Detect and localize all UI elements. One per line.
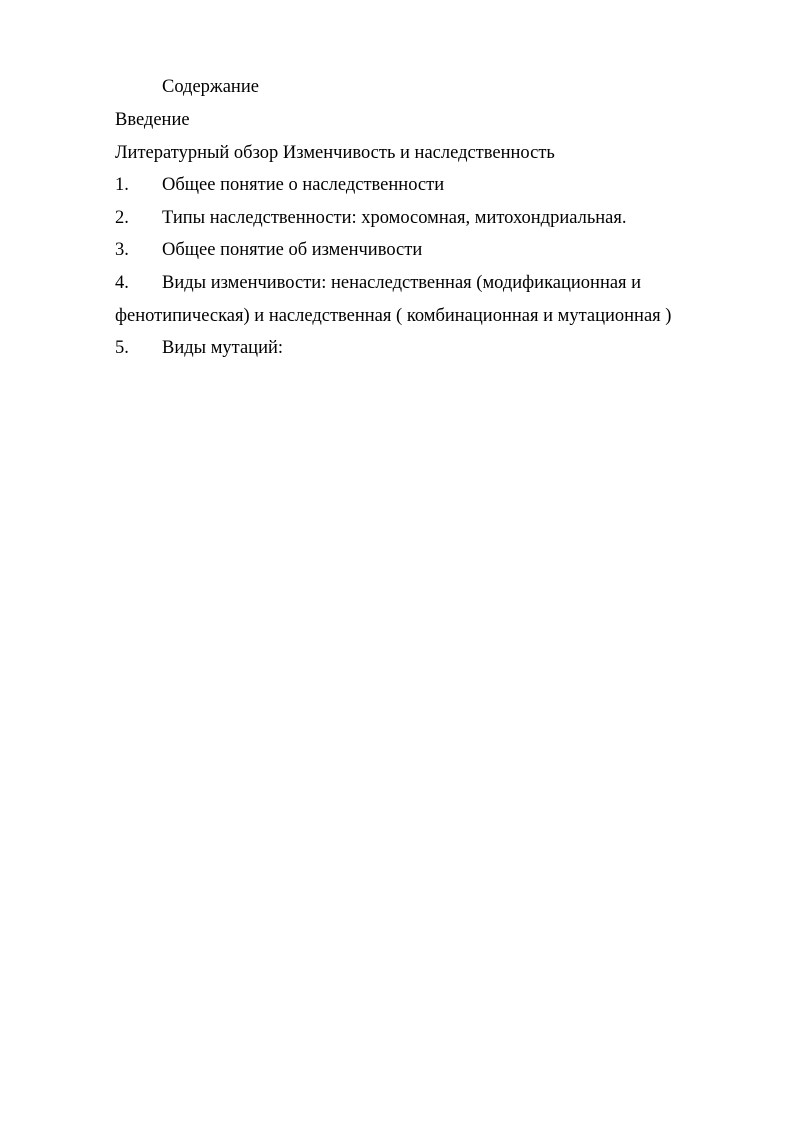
toc-item-continuation: фенотипическая) и наследственная ( комбинационная и мутационная ) xyxy=(115,306,672,326)
toc-item-number: 2. xyxy=(115,208,129,228)
toc-item xyxy=(115,207,715,229)
toc-item-number: 4. xyxy=(115,273,129,293)
toc-item xyxy=(115,337,715,359)
toc-item-text: Общее понятие об изменчивости xyxy=(162,240,423,260)
toc-item-text: Виды изменчивости: ненаследственная (модификационная и xyxy=(162,273,642,293)
toc-item-text: Общее понятие о наследственности xyxy=(162,175,445,195)
toc-title: Содержание xyxy=(162,77,259,97)
toc-item xyxy=(115,272,715,294)
toc-item-number: 3. xyxy=(115,240,129,260)
toc-literature-review: Литературный обзор Изменчивость и наследственность xyxy=(115,143,555,163)
toc-item xyxy=(115,174,715,196)
toc-intro: Введение xyxy=(115,110,190,130)
toc-item-text: Виды мутаций: xyxy=(162,338,284,358)
toc-item-number: 5. xyxy=(115,338,129,358)
toc-item-number: 1. xyxy=(115,175,129,195)
toc-item-text: Типы наследственности: хромосомная, митохондриальная. xyxy=(162,208,627,228)
toc-item xyxy=(115,239,715,261)
